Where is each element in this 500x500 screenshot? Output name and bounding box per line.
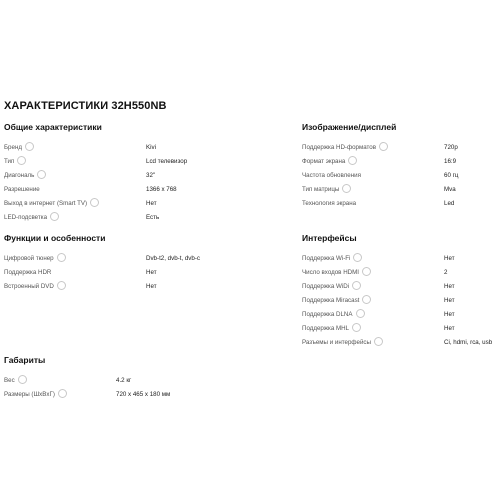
info-icon[interactable] — [348, 156, 357, 165]
spec-label — [302, 252, 362, 266]
spec-row — [302, 155, 498, 169]
spec-row — [4, 211, 254, 225]
section-general — [4, 121, 254, 225]
spec-label-text: Выход в интернет (Smart TV) — [4, 200, 88, 207]
spec-label-text: Тип — [4, 158, 15, 165]
spec-value: Нет — [146, 283, 157, 290]
info-icon[interactable] — [18, 375, 27, 384]
spec-row — [302, 266, 498, 280]
spec-value: 2 — [444, 269, 448, 276]
spec-label — [4, 169, 46, 183]
spec-label-text: Тип матрицы — [302, 186, 340, 193]
info-icon[interactable] — [57, 253, 66, 262]
spec-row — [302, 197, 498, 211]
spec-value: Нет — [444, 255, 455, 262]
section-interfaces — [302, 232, 498, 350]
spec-value: Нет — [444, 297, 455, 304]
info-icon[interactable] — [342, 184, 351, 193]
spec-row — [302, 322, 498, 336]
spec-label-text: Разъемы и интерфейсы — [302, 339, 371, 346]
spec-value: Led — [444, 200, 455, 207]
spec-value: Нет — [146, 269, 157, 276]
spec-label — [302, 197, 356, 211]
spec-label-text: Цифровой тюнер — [4, 255, 54, 262]
section-title: Интерфейсы — [302, 233, 357, 243]
spec-list — [4, 252, 254, 294]
spec-value: 16:9 — [444, 158, 457, 165]
spec-value: 1366 x 768 — [146, 186, 177, 193]
spec-row — [4, 280, 254, 294]
spec-row — [302, 141, 498, 155]
spec-label-text: Поддержка Wi-Fi — [302, 255, 351, 262]
spec-label-text: Поддержка MHL — [302, 325, 350, 332]
spec-label — [302, 183, 351, 197]
spec-label-text: Поддержка HD-форматов — [302, 144, 377, 151]
info-icon[interactable] — [356, 309, 365, 318]
spec-label — [302, 169, 361, 183]
spec-label — [4, 280, 66, 294]
spec-list — [302, 252, 498, 350]
spec-value: Нет — [444, 325, 455, 332]
spec-label-text: Встроенный DVD — [4, 283, 54, 290]
spec-value: Lcd телевизор — [146, 158, 188, 165]
spec-value: Есть — [146, 214, 160, 221]
info-icon[interactable] — [353, 253, 362, 262]
spec-row — [4, 155, 254, 169]
spec-label — [302, 266, 371, 280]
spec-list — [302, 141, 498, 211]
spec-row — [302, 183, 498, 197]
spec-label — [302, 294, 371, 308]
info-icon[interactable] — [37, 170, 46, 179]
spec-label — [302, 155, 357, 169]
spec-label — [4, 183, 40, 197]
spec-row — [4, 141, 254, 155]
info-icon[interactable] — [90, 198, 99, 207]
spec-value: Mva — [444, 186, 456, 193]
spec-row — [4, 388, 254, 402]
spec-label — [302, 336, 383, 350]
spec-value: Kivi — [146, 144, 156, 151]
spec-list — [4, 374, 254, 402]
info-icon[interactable] — [50, 212, 59, 221]
section-title: Габариты — [4, 355, 46, 365]
spec-label-text: Поддержка WiDi — [302, 283, 350, 290]
spec-value: Нет — [444, 283, 455, 290]
spec-value: Нет — [146, 200, 157, 207]
spec-label — [4, 388, 67, 402]
info-icon[interactable] — [57, 281, 66, 290]
spec-label-text: Диагональ — [4, 172, 35, 179]
spec-label-text: Бренд — [4, 144, 22, 151]
info-icon[interactable] — [352, 323, 361, 332]
spec-row — [302, 169, 498, 183]
spec-list — [4, 141, 254, 225]
spec-value: 720p — [444, 144, 458, 151]
spec-label-text: Разрешение — [4, 186, 40, 193]
spec-label-text: Вес — [4, 377, 15, 384]
info-icon[interactable] — [25, 142, 34, 151]
spec-label — [4, 197, 99, 211]
info-icon[interactable] — [362, 267, 371, 276]
spec-value: 32" — [146, 172, 156, 179]
spec-row — [4, 266, 254, 280]
section-features — [4, 232, 254, 294]
spec-label — [4, 141, 34, 155]
spec-row — [302, 280, 498, 294]
spec-value: 4.2 кг — [116, 377, 132, 384]
spec-value: Ci, hdmi, rca, usb — [444, 339, 493, 346]
spec-label — [4, 211, 59, 225]
section-dimensions — [4, 354, 254, 402]
spec-label — [4, 266, 51, 280]
info-icon[interactable] — [58, 389, 67, 398]
spec-label — [302, 141, 388, 155]
section-image — [302, 121, 498, 211]
spec-value: 720 x 465 x 180 мм — [116, 391, 171, 398]
info-icon[interactable] — [17, 156, 26, 165]
info-icon[interactable] — [379, 142, 388, 151]
spec-label-text: Поддержка Miracast — [302, 297, 360, 304]
spec-label-text: LED-подсветка — [4, 214, 48, 221]
spec-label-text: Поддержка DLNA — [302, 311, 353, 318]
spec-value: Dvb-t2, dvb-t, dvb-c — [146, 255, 200, 262]
spec-label-text: Технология экрана — [302, 200, 357, 207]
spec-label — [4, 252, 66, 266]
spec-label — [302, 322, 361, 336]
info-icon[interactable] — [374, 337, 383, 346]
spec-label — [4, 155, 26, 169]
spec-label — [302, 308, 365, 322]
section-title: Функции и особенности — [4, 233, 106, 243]
spec-label-text: Формат экрана — [302, 158, 346, 165]
spec-row — [302, 252, 498, 266]
spec-row — [4, 183, 254, 197]
spec-label-text: Размеры (ШxВxГ) — [4, 391, 55, 398]
spec-row — [302, 336, 498, 350]
info-icon[interactable] — [362, 295, 371, 304]
spec-value: Нет — [444, 311, 455, 318]
spec-label — [302, 280, 361, 294]
spec-label-text: Частота обновления — [302, 172, 361, 179]
spec-label — [4, 374, 27, 388]
spec-label-text: Поддержка HDR — [4, 269, 52, 276]
section-title: Общие характеристики — [4, 122, 102, 132]
spec-row — [302, 308, 498, 322]
spec-row — [302, 294, 498, 308]
spec-label-text: Число входов HDMI — [302, 269, 359, 276]
spec-row — [4, 252, 254, 266]
info-icon[interactable] — [352, 281, 361, 290]
page-title: ХАРАКТЕРИСТИКИ 32H550NB — [4, 100, 167, 112]
spec-row — [4, 374, 254, 388]
spec-row — [4, 197, 254, 211]
section-title: Изображение/дисплей — [302, 122, 397, 132]
spec-value: 60 гц — [444, 172, 459, 179]
spec-row — [4, 169, 254, 183]
